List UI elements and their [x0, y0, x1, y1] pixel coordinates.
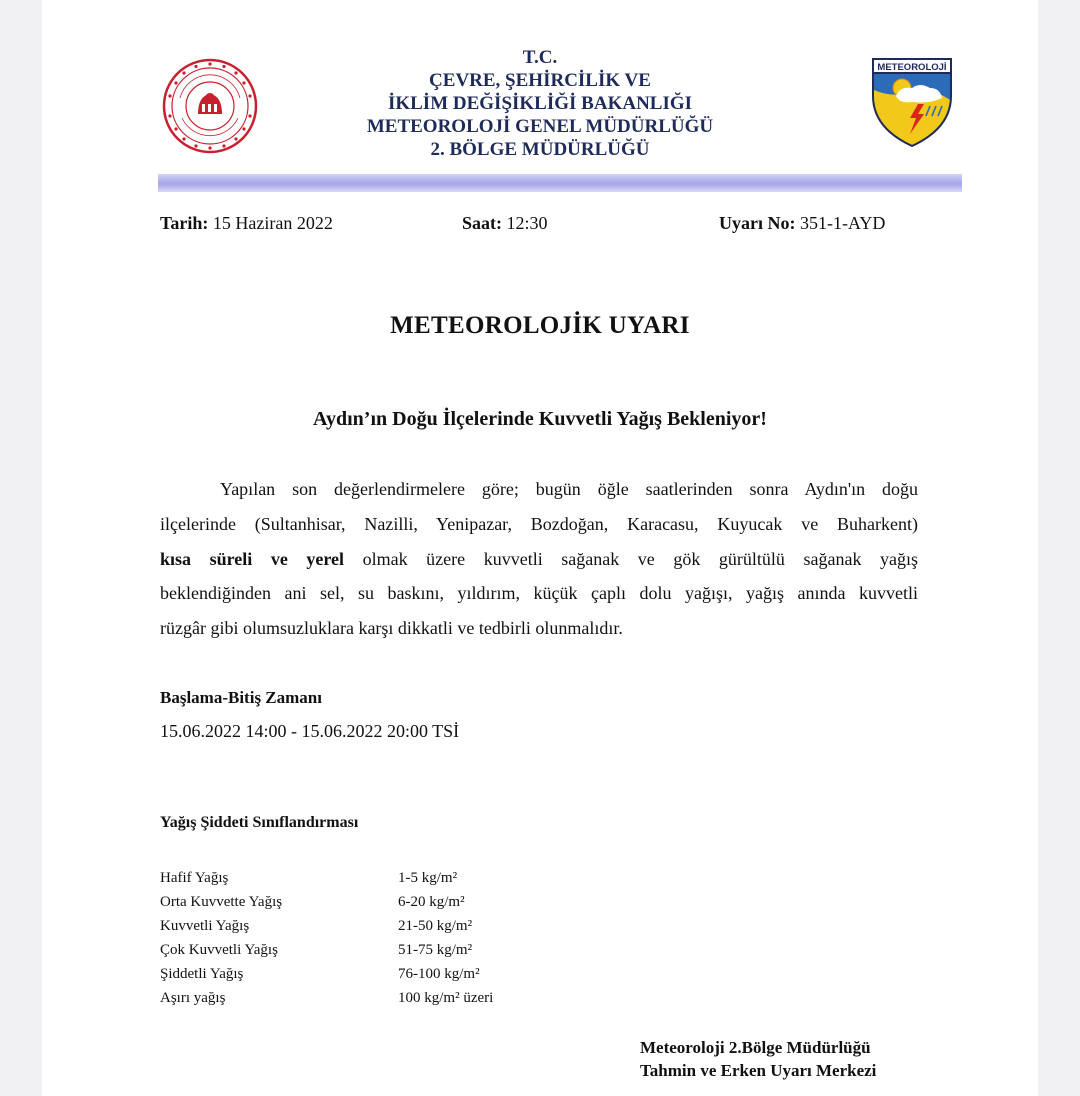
date-label: Tarih:: [160, 213, 209, 233]
issuer-line-2: Tahmin ve Erken Uyarı Merkezi: [640, 1061, 877, 1080]
time-value: 12:30: [506, 213, 548, 233]
header-divider: [158, 174, 962, 192]
ministry-header: [42, 46, 1038, 161]
body-line-5: rüzgâr gibi olumsuzluklara karşı dikkatli ve tedbirli olunmalıdır.: [160, 618, 623, 638]
warning-number-value: 351-1-AYD: [799, 213, 886, 233]
warning-number-label: Uyarı No:: [719, 213, 796, 233]
body-line-3: kısa süreli ve yerel olmak üzere kuvvetli sağanak ve gök gürültülü sağanak yağış: [160, 549, 919, 569]
body-line-2: ilçelerinde (Sultanhisar, Nazilli, Yenipazar, Bozdoğan, Karacasu, Kuyucak ve Buharkent): [160, 514, 918, 534]
logo-text: METEOROLOJİ: [877, 62, 947, 73]
body-emphasis: kısa süreli ve yerel: [160, 549, 345, 569]
header-line-region: 2. BÖLGE MÜDÜRLÜĞÜ: [430, 139, 650, 160]
timing-heading: Başlama-Bitiş Zamanı: [160, 688, 322, 707]
header-line-ministry-2: İKLİM DEĞİŞİKLİĞİ BAKANLIĞI: [387, 93, 693, 114]
body-line-4: beklendiğinden ani sel, su baskını, yıldırım, küçük çaplı dolu yağışı, yağış anında kuvvetli: [160, 583, 919, 603]
header-line-ministry-1: ÇEVRE, ŞEHİRCİLİK VE: [429, 70, 651, 91]
document-title: METEOROLOJİK UYARI: [390, 312, 690, 339]
header-line-tc: T.C.: [522, 47, 558, 68]
issuer-signature: [640, 1036, 876, 1082]
timing-range: 15.06.2022 14:00 - 15.06.2022 20:00 TSİ: [160, 721, 460, 741]
document-subtitle: Aydın’ın Doğu İlçelerinde Kuvvetli Yağış Bekleniyor!: [313, 408, 767, 430]
header-line-directorate: METEOROLOJİ GENEL MÜDÜRLÜĞÜ: [366, 116, 714, 137]
issuer-line-1: Meteoroloji 2.Bölge Müdürlüğü: [640, 1038, 871, 1057]
document-page: METEOROLOJİ T.C. ÇEVRE, ŞEHİRCİLİK VE İKLİM DEĞİŞİKLİĞİ BAKANLIĞI METEOROLOJİ GENEL MÜDÜRLÜĞÜ 2. BÖLGE MÜDÜRLÜĞÜ Tarih: 15 Haziran 2022 Saat: 12:30 Uyarı No: 351-1-AYD METEOROLOJİK UYARI Aydın’ın Doğu İlçelerinde Kuvvetli Yağış Bekleniyor! Yapılan son değerlendirmelere göre; bugün öğle saatlerinden sonra Aydın'ın doğu ilçelerinde (Sultanhisar, Nazilli, Yenipazar, Bozdoğan, Karacasu, Kuyucak ve Buharkent) kısa süreli ve yerel olmak üzere kuvvetli sağanak ve gök gürültülü sağanak yağış beklendiğinden ani sel, su baskını, yıldırım, küçük çaplı dolu yağışı, yağış anında kuvvetli rüzgâr gibi olumsuzluklara karşı dikkatli ve tedbirli olunmalıdır. Başlama-Bitiş Zamanı 15.06.2022 14:00 - 15.06.2022 20:00 TSİ Yağış Şiddeti Sınıflandırması Hafif Yağış 1-5 kg/m² Orta Kuvvette Yağış 6-20 kg/m² Kuvvetli Yağış 21-50 kg/m² Çok Kuvvetli Yağış 51-75 kg/m² Şiddetli Yağış 76-100 kg/m² Aşırı yağış 100 kg/m² üzeri Meteoroloji 2.Bölge Müdürlüğü Tahmin ve Erken Uyarı Merkezi: [42, 0, 1038, 1096]
date-value: 15 Haziran 2022: [212, 213, 333, 233]
time-label: Saat:: [462, 213, 502, 233]
time-field: [462, 213, 548, 234]
warning-number-field: [719, 213, 885, 234]
date-field: [160, 213, 333, 234]
classification-heading: Yağış Şiddeti Sınıflandırması: [160, 814, 359, 831]
body-line-1: Yapılan son değerlendirmelere göre; bugün öğle saatlerinden sonra Aydın'ın doğu: [220, 479, 918, 499]
